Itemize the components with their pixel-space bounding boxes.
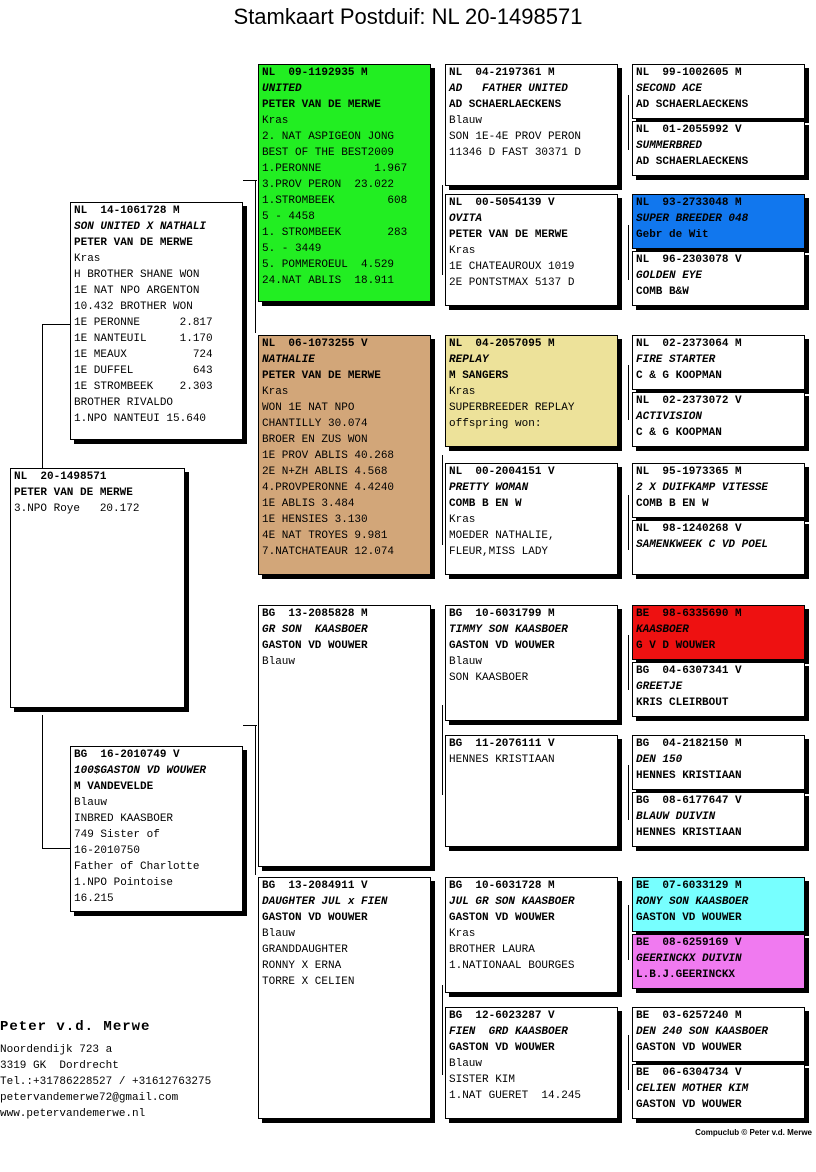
gen3-card [445,877,618,993]
gen4-card [632,335,805,390]
gen3-card [445,335,618,447]
owner: PETER VAN DE MERWE [14,487,133,499]
info-line: 5. POMMEROEUL 4.529 [262,259,395,271]
pigeon-name: BLAUW DUIVIN [636,811,716,823]
info-line: 749 Sister of [74,829,160,841]
ring-number: BG 11-2076111 V [449,738,555,750]
pigeon-name: GREETJE [636,681,683,693]
ring-number: NL 00-5054139 V [449,197,555,209]
ring-number: BG 12-6023287 V [449,1010,555,1022]
gen3-card [445,735,618,847]
ring-number: NL 04-2057095 M [449,338,555,350]
pigeon-name: FIRE STARTER [636,354,716,366]
info-line: 2E N+ZH ABLIS 4.568 [262,466,388,478]
ring-number: BG 08-6177647 V [636,795,742,807]
info-line: 10.432 BROTHER WON [74,301,193,313]
info-line: 4.PROVPERONNE 4.4240 [262,482,395,494]
ring-number: BG 10-6031799 M [449,608,555,620]
info-line: Father of Charlotte [74,861,200,873]
info-line: Kras [449,514,476,526]
ring-number: NL 06-1073255 V [262,338,368,350]
info-line: 4E NAT TROYES 9.981 [262,530,388,542]
info-line: 3.NPO Roye 20.172 [14,503,140,515]
gen4-card [632,1007,805,1062]
gen3-card [445,194,618,306]
owner: GASTON VD WOUWER [636,1042,742,1054]
owner: PETER VAN DE MERWE [262,99,381,111]
gen4-card [632,662,805,717]
info-line: 1E ABLIS 3.484 [262,498,355,510]
pigeon-name: PRETTY WOMAN [449,482,529,494]
breeder-city: 3319 GK Dordrecht [0,1060,119,1072]
info-line: 3.PROV PERON 23.022 [262,179,395,191]
info-line: SISTER KIM [449,1074,516,1086]
owner: GASTON VD WOUWER [636,1099,742,1111]
pigeon-name: SUMMERBRED [636,140,703,152]
ring-number: BG 13-2085828 M [262,608,368,620]
owner: AD SCHAERLAECKENS [636,99,749,111]
info-line: Blauw [449,115,483,127]
pigeon-name: GEERINCKX DUIVIN [636,953,742,965]
info-line: TORRE X CELIEN [262,976,355,988]
pigeon-name: 100$GASTON VD WOUWER [74,765,207,777]
ring-number: NL 98-1240268 V [636,523,742,535]
owner: GASTON VD WOUWER [636,912,742,924]
info-line: 1.NATIONAAL BOURGES [449,960,575,972]
software-credit: Compuclub © Peter v.d. Merwe [695,1128,812,1137]
gen4-card [632,194,805,249]
owner: C & G KOOPMAN [636,427,722,439]
ring-number: NL 99-1002605 M [636,67,742,79]
owner: AD SCHAERLAECKENS [449,99,562,111]
pigeon-name: SON UNITED X NATHALI [74,221,207,233]
info-line: 5 - 4458 [262,211,315,223]
info-line: Kras [262,386,289,398]
ring-number: NL 01-2055992 V [636,124,742,136]
owner: Gebr de Wit [636,229,709,241]
gen4-card [632,121,805,176]
pigeon-name: REPLAY [449,354,489,366]
owner: C & G KOOPMAN [636,370,722,382]
info-line: 1.STROMBEEK 608 [262,195,408,207]
gen2-card [258,877,431,1119]
pigeon-name: AD FATHER UNITED [449,83,568,95]
breeder-email[interactable]: petervandemerwe72@gmail.com [0,1092,179,1104]
pigeon-name: DEN 240 SON KAASBOER [636,1026,769,1038]
gen4-card [632,792,805,847]
page-title: Stamkaart Postduif: NL 20-1498571 [233,4,583,29]
info-line: 16-2010750 [74,845,141,857]
info-line: BROTHER RIVALDO [74,397,174,409]
ring-number: BG 04-6307341 V [636,665,742,677]
info-line: 1E STROMBEEK 2.303 [74,381,213,393]
gen4-card [632,735,805,790]
owner: GASTON VD WOUWER [449,640,555,652]
gen3-card [445,1007,618,1119]
pigeon-name: JUL GR SON KAASBOER [449,896,575,908]
owner: GASTON VD WOUWER [449,1042,555,1054]
gen3-card [445,64,618,186]
info-line: Kras [449,386,476,398]
owner: GASTON VD WOUWER [262,912,368,924]
owner: COMB B EN W [449,498,522,510]
info-line: BROER EN ZUS WON [262,434,368,446]
owner: KRIS CLEIRBOUT [636,697,729,709]
breeder-website[interactable]: www.petervandemerwe.nl [0,1108,146,1120]
pigeon-name: GR SON KAASBOER [262,624,368,636]
info-line: Blauw [262,928,296,940]
pigeon-name: ACTIVISION [636,411,703,423]
pigeon-name: SECOND ACE [636,83,703,95]
subject-card [10,468,185,708]
info-line: 11346 D FAST 30371 D [449,147,582,159]
gen4-card [632,605,805,660]
info-line: CHANTILLY 30.074 [262,418,368,430]
info-line: INBRED KAASBOER [74,813,174,825]
owner: M SANGERS [449,370,509,382]
pigeon-name: OVITA [449,213,483,225]
owner: GASTON VD WOUWER [262,640,368,652]
gen4-card [632,64,805,119]
info-line: HENNES KRISTIAAN [449,754,555,766]
info-line: 16.215 [74,893,114,905]
ring-number: NL 96-2303078 V [636,254,742,266]
info-line: Blauw [449,1058,483,1070]
breeder-phone: Tel.:+31786228527 / +31612763275 [0,1076,212,1088]
info-line: FLEUR,MISS LADY [449,546,549,558]
info-line: H BROTHER SHANE WON [74,269,200,281]
info-line: WON 1E NAT NPO [262,402,355,414]
info-line: BROTHER LAURA [449,944,535,956]
info-line: 1.NPO NANTEUI 15.640 [74,413,207,425]
pigeon-name: SAMENKWEEK C VD POEL [636,539,769,551]
info-line: 1E HENSIES 3.130 [262,514,368,526]
info-line: RONNY X ERNA [262,960,342,972]
ring-number: BG 13-2084911 V [262,880,368,892]
info-line: 5. - 3449 [262,243,322,255]
info-line: offspring won: [449,418,542,430]
info-line: 1E NAT NPO ARGENTON [74,285,200,297]
owner: HENNES KRISTIAAN [636,770,742,782]
ring-number: BE 08-6259169 V [636,937,742,949]
ring-number: BG 16-2010749 V [74,749,180,761]
info-line: 2E PONTSTMAX 5137 D [449,277,575,289]
info-line: SON KAASBOER [449,672,529,684]
gen4-card [632,520,805,575]
ring-number: BG 10-6031728 M [449,880,555,892]
ring-number: NL 04-2197361 M [449,67,555,79]
info-line: 1E MEAUX 724 [74,349,213,361]
pigeon-name: GOLDEN EYE [636,270,703,282]
owner: PETER VAN DE MERWE [449,229,568,241]
pigeon-name: FIEN GRD KAASBOER [449,1026,568,1038]
info-line: 1E DUFFEL 643 [74,365,213,377]
ring-number: BE 07-6033129 M [636,880,742,892]
owner: L.B.J.GEERINCKX [636,969,736,981]
info-line: Kras [262,115,289,127]
pigeon-name: SUPER BREEDER 048 [636,213,749,225]
info-line: 1E NANTEUIL 1.170 [74,333,213,345]
gen4-card [632,934,805,989]
ring-number: NL 02-2373064 M [636,338,742,350]
gen2-card [258,64,431,302]
ring-number: NL 09-1192935 M [262,67,368,79]
info-line: 7.NATCHATEAUR 12.074 [262,546,395,558]
owner: COMB B EN W [636,498,709,510]
ring-number: BE 06-6304734 V [636,1067,742,1079]
gen2-card [258,335,431,575]
info-line: SON 1E-4E PROV PERON [449,131,582,143]
pigeon-name: KAASBOER [636,624,689,636]
info-line: GRANDDAUGHTER [262,944,348,956]
ring-number: BE 98-6335690 M [636,608,742,620]
ring-number: BE 03-6257240 M [636,1010,742,1022]
ring-number: NL 95-1973365 M [636,466,742,478]
gen3-card [445,463,618,575]
info-line: Kras [449,928,476,940]
dam-card [70,746,243,912]
owner: M VANDEVELDE [74,781,154,793]
info-line: SUPERBREEDER REPLAY [449,402,575,414]
info-line: Blauw [74,797,108,809]
info-line: 1.NPO Pointoise [74,877,174,889]
owner: PETER VAN DE MERWE [74,237,193,249]
gen4-card [632,251,805,306]
breeder-address: Noordendijk 723 a [0,1044,113,1056]
info-line: Blauw [449,656,483,668]
ring-number: BG 04-2182150 M [636,738,742,750]
ring-number: NL 02-2373072 V [636,395,742,407]
gen4-card [632,1064,805,1119]
owner: COMB B&W [636,286,689,298]
ring-number: NL 93-2733048 M [636,197,742,209]
info-line: Kras [449,245,476,257]
ring-number: NL 14-1061728 M [74,205,180,217]
owner: GASTON VD WOUWER [449,912,555,924]
pigeon-name: TIMMY SON KAASBOER [449,624,568,636]
owner: G V D WOUWER [636,640,716,652]
info-line: 1E PROV ABLIS 40.268 [262,450,395,462]
sire-card [70,202,243,440]
info-line: Blauw [262,656,296,668]
info-line: 1.NAT GUERET 14.245 [449,1090,582,1102]
owner: PETER VAN DE MERWE [262,370,381,382]
pigeon-name: DAUGHTER JUL x FIEN [262,896,388,908]
info-line: 1. STROMBEEK 283 [262,227,408,239]
owner: HENNES KRISTIAAN [636,827,742,839]
pigeon-name: DEN 150 [636,754,683,766]
info-line: 1.PERONNE 1.967 [262,163,408,175]
gen4-card [632,877,805,932]
gen3-card [445,605,618,721]
info-line: 1E CHATEAUROUX 1019 [449,261,575,273]
pigeon-name: NATHALIE [262,354,315,366]
info-line: Kras [74,253,101,265]
pigeon-name: CELIEN MOTHER KIM [636,1083,749,1095]
info-line: MOEDER NATHALIE, [449,530,555,542]
info-line: 24.NAT ABLIS 18.911 [262,275,395,287]
owner: AD SCHAERLAECKENS [636,156,749,168]
gen4-card [632,463,805,518]
breeder-name: Peter v.d. Merwe [0,1019,151,1035]
gen4-card [632,392,805,447]
info-line: 1E PERONNE 2.817 [74,317,213,329]
info-line: 2. NAT ASPIGEON JONG [262,131,395,143]
pigeon-name: RONY SON KAASBOER [636,896,749,908]
gen2-card [258,605,431,867]
ring-number: NL 00-2004151 V [449,466,555,478]
info-line: BEST OF THE BEST2009 [262,147,395,159]
ring-number: NL 20-1498571 [14,471,107,483]
pigeon-name: 2 X DUIFKAMP VITESSE [636,482,769,494]
pigeon-name: UNITED [262,83,302,95]
